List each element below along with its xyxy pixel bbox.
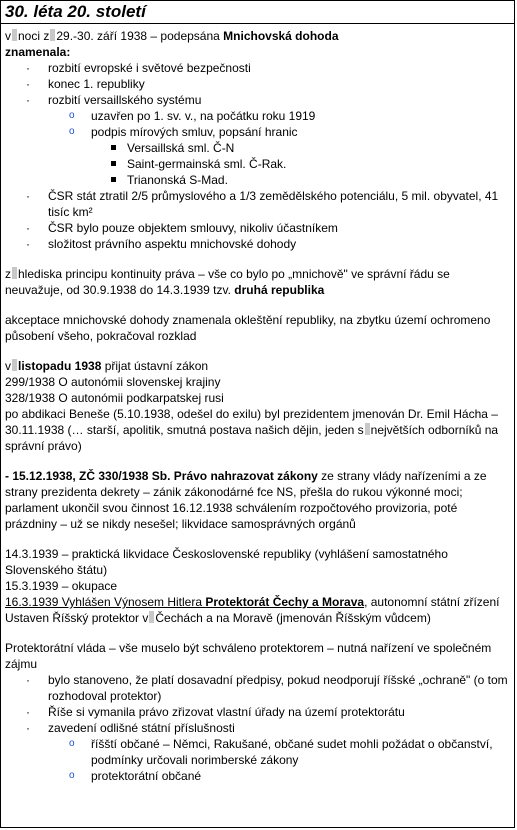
line-march-16 [5, 594, 510, 610]
text: Ustaven Říšský protektor v [5, 611, 149, 625]
list-item [5, 220, 510, 236]
bold-underlined-text: Protektorát Čechy a Morava [205, 595, 365, 609]
consequence-list [5, 60, 510, 252]
bullet-dash-icon: · [26, 189, 30, 203]
text: v [5, 359, 11, 373]
line-march-14: 14.3.1939 – praktická likvidace Československé republiky (vyhlášení samostatného Slovenského štátu) [5, 547, 448, 577]
subsublist-item [5, 140, 510, 156]
subsublist-item [5, 156, 510, 172]
bullet-circle-icon: o [69, 770, 75, 781]
paragraph-munich [5, 28, 510, 44]
paragraph-hacha [5, 406, 510, 454]
text: přijat ústavní zákon [101, 359, 209, 373]
list-item-text: konec 1. republiky [48, 77, 145, 91]
list-item [5, 236, 510, 252]
text: Čechách a na Moravě (jmenován Říšským vůdcem) [155, 611, 431, 625]
spacer [5, 626, 510, 640]
list-item-text: rozbití evropské i světové bezpečnosti [48, 61, 251, 75]
bullet-square-icon [111, 145, 116, 150]
text: , autonomní státní zřízení [364, 595, 500, 609]
paragraph-november [5, 358, 510, 374]
bullet-dash-icon: · [26, 237, 30, 251]
list-item-text: protektorátní občané [91, 769, 202, 783]
text: ze strany vlády nařízeními a ze strany prezidenta dekrety – zánik zákonodárné fce NS, přešla do rukou výkonné moci; parlament ukončil svou činnost 16.12.1938 schválením rozpočtového provizoria, poté prázdniny – už se nikdy nesešel; likvidace samosprávných orgánů [5, 469, 487, 531]
text: z [5, 267, 11, 281]
list-item-text: Versaillská sml. Č-N [127, 141, 235, 155]
bullet-dash-icon: · [26, 77, 30, 91]
paragraph-enabling-act [5, 468, 510, 532]
document-body [1, 24, 514, 784]
page-title: 30. léta 20. století [1, 1, 514, 24]
list-item-text: Říše si vymanila právo zřizovat vlastní úřady na území protektorátu [48, 705, 405, 719]
text: po abdikaci Beneše (5.10.1938, odešel do exilu) byl prezidentem jmenován Dr. Emil Hácha – 30.11.1938 (… starší, apolitik, smutná postava našich dějin, jeden s [5, 407, 498, 437]
list-item-text: rozbití versaillského systému [48, 93, 202, 107]
spacer [5, 532, 510, 546]
bullet-dash-icon: · [26, 721, 30, 735]
sublist-item [5, 768, 510, 784]
list-item-text: ČSR stát ztratil 2/5 průmyslového a 1/3 zemědělského potenciálu, 5 mil. obyvatel, 41 tisíc km² [48, 189, 499, 219]
bullet-square-icon [111, 177, 116, 182]
sublist-item [5, 736, 510, 768]
bullet-dash-icon: · [26, 93, 30, 107]
text-cursor [12, 29, 17, 41]
bullet-dash-icon: · [26, 221, 30, 235]
list-item [5, 672, 510, 704]
list-item-text: říšští občané – Němci, Rakušané, občané sudet mohli požádat o občanství, podmínky určovali norimberské zákony [91, 737, 493, 767]
list-item-text: bylo stanoveno, že platí dosavadní předpisy, pokud neodporují říšské „ochraně" (o tom rozhodoval protektor) [48, 673, 508, 703]
spacer [5, 252, 510, 266]
line-law-299: 299/1938 O autonómii slovenskej krajiny [5, 375, 221, 389]
text: noci z [18, 29, 50, 43]
bold-text: Mnichovská dohoda [223, 29, 339, 43]
bullet-square-icon [111, 161, 116, 166]
bullet-dash-icon: · [26, 705, 30, 719]
bullet-circle-icon: o [69, 126, 75, 137]
text-cursor [12, 359, 17, 371]
bold-text: druhá republika [234, 283, 325, 297]
spacer [5, 298, 510, 312]
list-item-text: Trianonská S-Mad. [127, 173, 228, 187]
list-item-text: Saint-germainská sml. Č-Rak. [127, 157, 287, 171]
spacer [5, 344, 510, 358]
bullet-dash-icon: · [26, 61, 30, 75]
list-item-text: složitost právního aspektu mnichovské dohody [48, 237, 297, 251]
list-item-text: zavedení odlišné státní příslušnosti [48, 721, 235, 735]
text-cursor [50, 29, 55, 41]
bullet-dash-icon: · [26, 673, 30, 687]
text: 29.-30. září 1938 – podepsána [56, 29, 224, 43]
list-item-text: uzavřen po 1. sv. v., na počátku roku 1919 [91, 109, 316, 123]
spacer [5, 454, 510, 468]
bullet-circle-icon: o [69, 110, 75, 121]
paragraph-protectorate-gov: Protektorátní vláda – vše muselo být schváleno protektorem – nutná nařízení ve společném zájmu [5, 641, 492, 671]
list-item [5, 704, 510, 720]
sublist-item [5, 124, 510, 140]
paragraph-meant: znamenala: [5, 45, 71, 59]
list-item-text: ČSR bylo pouze objektem smlouvy, nikoliv účastníkem [48, 221, 338, 235]
list-item [5, 188, 510, 220]
bold-text: listopadu 1938 [18, 359, 102, 373]
line-protector [5, 610, 510, 626]
underlined-text: 16.3.1939 Vyhlášen Výnosem Hitlera [5, 595, 206, 609]
text-cursor [12, 267, 17, 279]
list-item [5, 76, 510, 92]
list-item [5, 60, 510, 76]
list-item-text: podpis mírových smluv, popsání hranic [91, 125, 298, 139]
text: hlediska principu kontinuity práva – vše co bylo po „mnichově" ve správní řádu se neuvažuje, od 30.9.1938 do 14.3.1939 tzv. [5, 267, 450, 297]
text-cursor [365, 423, 370, 435]
bullet-circle-icon: o [69, 738, 75, 749]
subsublist-item [5, 172, 510, 188]
paragraph-continuity [5, 266, 510, 298]
list-item [5, 92, 510, 108]
line-law-328: 328/1938 O autonómii podkarpatskej rusi [5, 391, 224, 405]
list-item [5, 720, 510, 736]
line-march-15: 15.3.1939 – okupace [5, 579, 118, 593]
paragraph-acceptance: akceptace mnichovské dohody znamenala okleštění republiky, na zbytku území ochromeno působení všeho, pokračoval rozklad [5, 313, 491, 343]
sublist-item [5, 108, 510, 124]
text: největších odborníků na správní právo) [5, 423, 499, 453]
text: v [5, 29, 11, 43]
text-cursor [149, 611, 154, 623]
protectorate-list [5, 672, 510, 784]
bold-text: - 15.12.1938, ZČ 330/1938 Sb. Právo nahrazovat zákony [5, 469, 318, 483]
